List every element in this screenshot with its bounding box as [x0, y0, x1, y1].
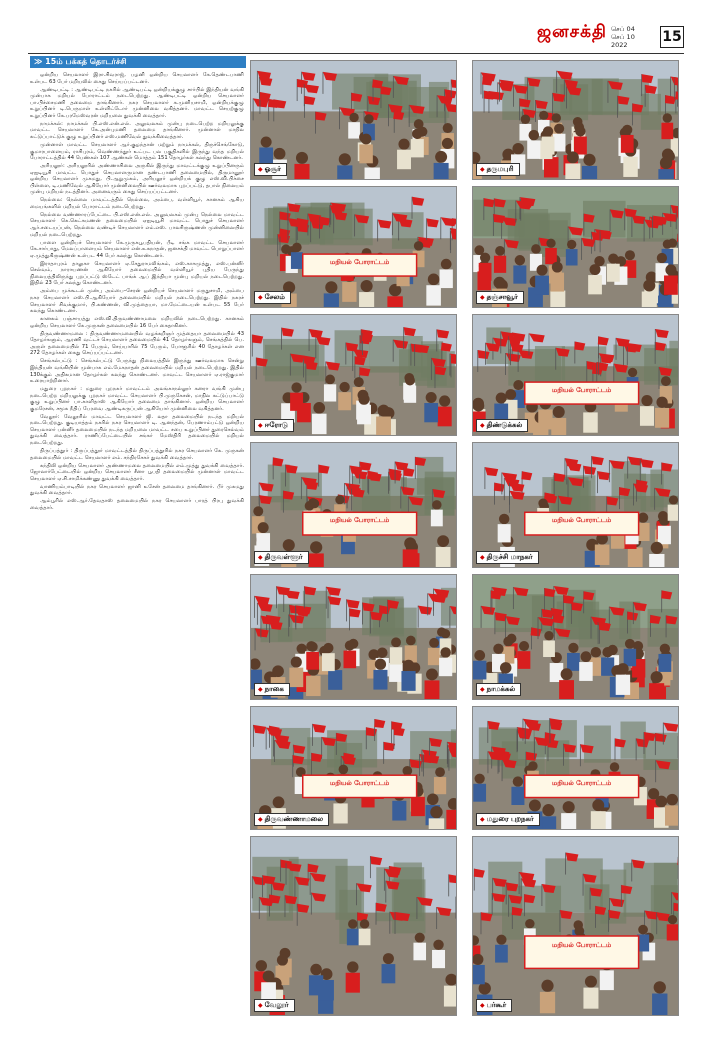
bullet-icon: ◆	[258, 816, 263, 823]
bullet-icon: ◆	[258, 554, 263, 561]
article-paragraph: நெல்லை: நெல்லை மாவட்டத்தில் நெல்லை, அம்பை, வள்ளியூர், கானகம் ஆகிய மையங்களில் மறியல் போராட்டம் நடைபெற்றது.	[30, 197, 244, 210]
date-line: செப் 04	[611, 25, 635, 33]
protest-photo	[472, 60, 679, 180]
article-paragraph: அம்பை முக்கூடல் முன்பு அம்பை–சேரன் ஒன்றியச் செயலாளர் மருதுசாமி, அம்பை நகர செயலாளர் எஸ்.பி.ஆகியோர் தலைமையில் மறியல் நடைபெற்றது. இதில் நகரச் செயலாளர் சிவக்குமார், பி.கண்ணன், வி.முத்தையா, மா.மேட்டையன் உள்பட 55 பேர் கலந்து கொண்டனர்.	[30, 288, 244, 315]
bullet-icon: ◆	[480, 1002, 485, 1009]
bullet-icon: ◆	[480, 422, 485, 429]
issue-dates	[611, 25, 635, 49]
protest-photo	[250, 706, 457, 830]
photo-caption	[476, 163, 520, 176]
article-paragraph: நாமக்கல்: நாமக்கல் பி.எஸ்.என்.எல். அலுவலகம் முன்பு நடைபெற்ற மறியலுக்கு மாவட்ட செயலாளர் கே.அன்புமணி தலைமை தாங்கினார். முன்னாள் மாநில கட்டுப்பாட்டுக் குழு உறுப்பினர் எஸ்.மணிவேல் துவக்கிவைத்தார்.	[30, 120, 244, 140]
photo-caption	[476, 551, 539, 564]
protest-photo	[472, 442, 679, 568]
bullet-icon: ◆	[480, 686, 485, 693]
photo-banner-text: மறியல் போராட்டம்	[552, 941, 612, 950]
caption-text: நாமக்கல்	[486, 685, 516, 693]
article-column	[30, 72, 244, 1038]
caption-text: சேலம்	[264, 293, 285, 301]
caption-text: நாகை	[264, 685, 284, 693]
protest-photo	[472, 314, 679, 436]
bullet-icon: ◆	[480, 294, 485, 301]
photo-banner-text: மறியல் போராட்டம்	[330, 257, 390, 266]
protest-photo	[250, 60, 457, 180]
article-paragraph: அரியலூர்: அரியலூரில் அண்ணாசிலை அருகில் இருந்து மாவட்டக்குழு உறுப்பினரும் ஏஐடியூசி மாவட்ட பொதுச் செயலாளருமான தண்டபாணி தலைமையில், திருமானூர் ஒன்றிய செயலாளர் முகமது, பி.ஆறுமுகம், அரியலூர் ஒன்றியக் குழு எஸ்.வி.பிச்சை பிள்ளை, டி.மணிவேல் ஆகியோர் முன்னிலையில் ஊர்வலமாக புறப்பட்டு, தபால் நிலையம் முன்பு மறியல் நடத்தினர். அனைவரும் கைது செய்யப்பட்டனர்.	[30, 163, 244, 196]
article-paragraph: கந்திலி ஒன்றிய செயலாளர் அண்ணாமலை தலைமையில் எம்.முத்து துவக்கி வைத்தார். ஜோலார்பேட்டையில் ஒன்றிய செயலாளர் சீனா பூபதி தலைமையில் முன்னாள் மாவட்ட செயலாளர் ஏ.சி.சாமிக்கண்ணு துவக்கி வைத்தார்.	[30, 462, 244, 482]
bullet-icon: ◆	[480, 554, 485, 561]
protest-photo	[472, 574, 679, 700]
photo-caption	[254, 999, 295, 1012]
header-rule	[28, 53, 684, 54]
date-line: 2022	[611, 41, 628, 49]
article-paragraph: ஆண்டிபட்டி : ஆண்டிபட்டி நகரில் ஆண்டிபட்டி ஒன்றியக்குழு சார்பில் இந்தியன் வங்கி முன்பாக மறியல் போராட்டம் நடைபெற்றது. ஆண்டிபட்டி ஒன்றிய செயலாளர் பா.பிச்சைமணி தலைமை தாங்கினார். நகர செயலாளர் க.முனியசாமி, ஒன்றியக்குழு உறுப்பினர் டி.பெருமாள் உள்ளிட்டோர் முன்னிலை வகித்தனர். மாவட்ட செயற்குழு உறுப்பினர் கே.பரமேஸ்வரன் மறியலை துவக்கி வைத்தார்.	[30, 86, 244, 119]
article-paragraph: வாணியம்பாடியில் நகர செயலாளர் ஜானி உசேன் தலைமை தாங்கினார். பீர் முகமது துவக்கி வைத்தார்.	[30, 483, 244, 497]
photo-banner-text: மறியல் போராட்டம்	[552, 516, 612, 525]
photo-banner-text: மறியல் போராட்டம்	[330, 778, 390, 787]
protest-photo	[250, 442, 457, 568]
photo-caption	[476, 813, 540, 826]
protest-photo	[250, 314, 457, 436]
protest-photo	[472, 706, 679, 830]
caption-text: திருவண்ணாமலை	[264, 815, 324, 823]
article-paragraph: திருப்பத்தூர் : திருப்பத்தூர் மாவட்டத்தில் திருப்பத்தூரில் நகர செயலாளர் கே. முருகன் தலைமையில் மாவட்ட செயலாளர் எம். சந்திரசேகர் துவக்கி வைத்தார்.	[30, 448, 244, 461]
bullet-icon: ◆	[258, 1002, 263, 1009]
caption-text: பர்கூர்	[486, 1001, 507, 1009]
caption-text: திருவள்ளூர்	[264, 553, 303, 561]
photo-caption	[254, 419, 294, 432]
protest-photo	[250, 186, 457, 308]
article-paragraph: ஒன்றிய செயலாளர் இரா.சிவராஜ், பழனி ஒன்றிய செயலாளர் கே.தெண்டபாணி உள்பட 63 பேர் மறியலில் கைது செய்யப்பட்டனர்.	[30, 72, 244, 85]
newspaper-brand: ஜனசக்தி	[537, 22, 607, 42]
date-line: செப் 10	[611, 33, 635, 41]
page-number: 15	[660, 26, 684, 48]
photo-caption	[254, 551, 309, 564]
article-paragraph: ஆம்பூரில் எஸ்.ஆர்.தேவதாஸ் தலைமையில் நகர செயலாளர் பாரத் பிரபு துவக்கி வைத்தார்.	[30, 498, 244, 511]
photo-banner-text: மறியல் போராட்டம்	[552, 778, 612, 787]
protest-photo	[250, 836, 457, 1016]
article-paragraph: திருவண்ணாமலை : திருவண்ணாமலையில் வழக்கறிஞர் முத்தையா தலைமையில் 43 தோழர்களும், ஆரணி வட்டச் செயலாளர் தலைமையில் 41 தோழர்களும், செங்கத்தில் பெ. அருள் தலைமையில் 71 பேரும், செய்யாரில் 75 பேரும், போளூரில் 40 தோழர்கள் என 272 தோழர்கள் கைது செய்யப்பட்டனர்.	[30, 330, 244, 357]
article-paragraph: வேலூர்: வேலூரில் மாவட்ட செயலாளர் ஜி. லதா தலைமையில் நடந்த மறியல் நடைபெற்றது. குடியாத்தம் நகரில் நகர செயலாளர் டி. ஆனந்தன், பேரணாம்பட்டு ஒன்றிய செயலாளர் பன்னீர் தலைமையில் நடந்த மறியலை மாவட்ட சபை உறுப்பினர் துரைசெல்வம் துவக்கி வைத்தார். ராணிப்பேட்டையில் சங்கர் மேஸ்திரி தலைமையில் மறியல் நடைபெற்றது.	[30, 413, 244, 446]
article-paragraph: முன்னாள் மாவட்ட செயலாளர் ஆர்.குழந்தான் மற்றும் நாமக்கல், திருச்செங்கோடு, குமாரபாளையம், ராசிபுரம், வெண்ணந்தூர் உட்பட பல பகுதிகளில் இருந்து வந்த மறியல் போராட்டத்தில் 44 பெண்கள் 107 ஆண்கள் மொத்தம் 151 தோழர்கள் கலந்து கொண்டனர்.	[30, 141, 244, 162]
bullet-icon: ◆	[258, 166, 263, 173]
article-paragraph: இராதாபுரம் தாலுகா செயலாளர் ஏ.சேதுராமலிங்கம், எஸ்.காசுமுத்து, எஸ்.பன்னீர் செல்வம், நாராயணன் ஆகியோர் தலைமையில் வள்ளியூர் புதிய பேருந்து நிலையத்திலிருந்து புறப்பட்டு ஸ்டேட் பாங்க் ஆப் இந்தியா முன்பு மறியல் நடைபெற்றது. இதில் 23 பேர் கலந்து கொண்டனர்.	[30, 260, 244, 287]
continuation-banner: ≫ 15ம் பக்கத் தொடர்ச்சி	[30, 56, 246, 68]
photo-caption	[254, 813, 329, 826]
bullet-icon: ◆	[258, 422, 263, 429]
photo-banner-text: மறியல் போராட்டம்	[552, 385, 612, 394]
photo-caption	[476, 419, 528, 432]
bullet-icon: ◆	[480, 166, 485, 173]
caption-text: மதுரை புறநகர்	[486, 815, 534, 823]
photo-caption	[476, 291, 524, 304]
article-paragraph: கானகம் பஞ்சாயத்து எஸ்.வி.திருவண்ணாமலை மறியலில் நடைபெற்றது. கானகம் ஒன்றிய செயலாளர் கே.முருகன் தலைமையில் 16 பேர் கைதாகினர்.	[30, 316, 244, 329]
protest-photo	[250, 574, 457, 700]
caption-text: ஈரோடு	[264, 421, 289, 429]
bullet-icon: ◆	[258, 294, 263, 301]
photo-caption	[254, 163, 287, 176]
bullet-icon: ◆	[258, 686, 263, 693]
caption-text: திண்டுக்கல்	[486, 421, 523, 429]
caption-text: தஞ்சாவூர்	[486, 293, 518, 301]
photo-caption	[254, 291, 291, 304]
photo-banner-text: மறியல் போராட்டம்	[330, 516, 390, 525]
caption-text: தருமபுரி	[486, 165, 514, 173]
photo-caption	[476, 999, 512, 1012]
article-paragraph: மதுரை புறநகர் : மதுரை புறநகர் மாவட்டம் அலங்காநல்லூர் கனரா வங்கி முன்பு நடைபெற்ற மறியலுக்கு புறநகர் மாவட்ட செயலாளர் பி.முருகேசன், மாநில கட்டுப்பாட்டு குழு உறுப்பினர் பா.காளிதாஸ் ஆகியோர் தலைமை தாங்கினார். ஒன்றிய செயலாளர் குமரேசன், சமூக நீதிப் பேரவை ஆண்டிகருப்பன் ஆகியோர் முன்னிலை வகித்தனர்.	[30, 386, 244, 412]
photo-caption	[476, 683, 521, 696]
masthead	[0, 0, 709, 54]
article-paragraph: நெல்லை வண்ணாரப்பேட்டை பி.எஸ்.என்.எல். அலுவலகம் முன்பு நெல்லை மாவட்ட செயலாளர் கெ.கெட்சுமணன் தலைமையில் ஏஐடியூசி மாவட்ட பொதுச் செயலாளர் ஆர்.சடையப்பன், நெல்லை வண்டிச் செயலாளர் எம்.எஸ். பாலசிருஷ்ணன் முன்னிலையில் மறியல் நடைபெற்றது.	[30, 211, 244, 238]
protest-photo	[472, 186, 679, 308]
article-paragraph: செங்கல்பட்டு : செங்கல்பட்டு பேருந்து நிலையத்தில் இருந்து ஊர்வலமாக சென்று இந்தியன் வங்கியின் முன்பாக எம்.மேகநாதன் தலைமையில் மறியல் நடைபெற்றது. இதில் 130க்கும் அதிகமான தோழர்கள் கலந்து கொண்டனர். மாவட்ட செயலாளர் ஏ.ராஜ்குமார் உரையாற்றினார்.	[30, 358, 244, 385]
caption-text: திருச்சி மாநகர்	[486, 553, 533, 561]
bullet-icon: ◆	[480, 816, 485, 823]
caption-text: ஓசூர்	[264, 165, 281, 173]
article-paragraph: பாளை ஒன்றியச் செயலாளர் கே.முருகபூபதியன், பீடி சங்க மாவட்ட செயலாளர் கே.சார்பாது, மேலப்பாளையம் செயலாளர் என்.உகநாதன், ஜனசக்தி மாவட்ட பொறுப்பாளர் ஏ.முத்துகிருஷ்ணன் உள்பட 44 பேர் கலந்து கொண்டனர்.	[30, 239, 244, 259]
caption-text: வேலூர்	[264, 1001, 289, 1009]
photo-caption	[254, 683, 290, 696]
protest-photo	[472, 836, 679, 1016]
